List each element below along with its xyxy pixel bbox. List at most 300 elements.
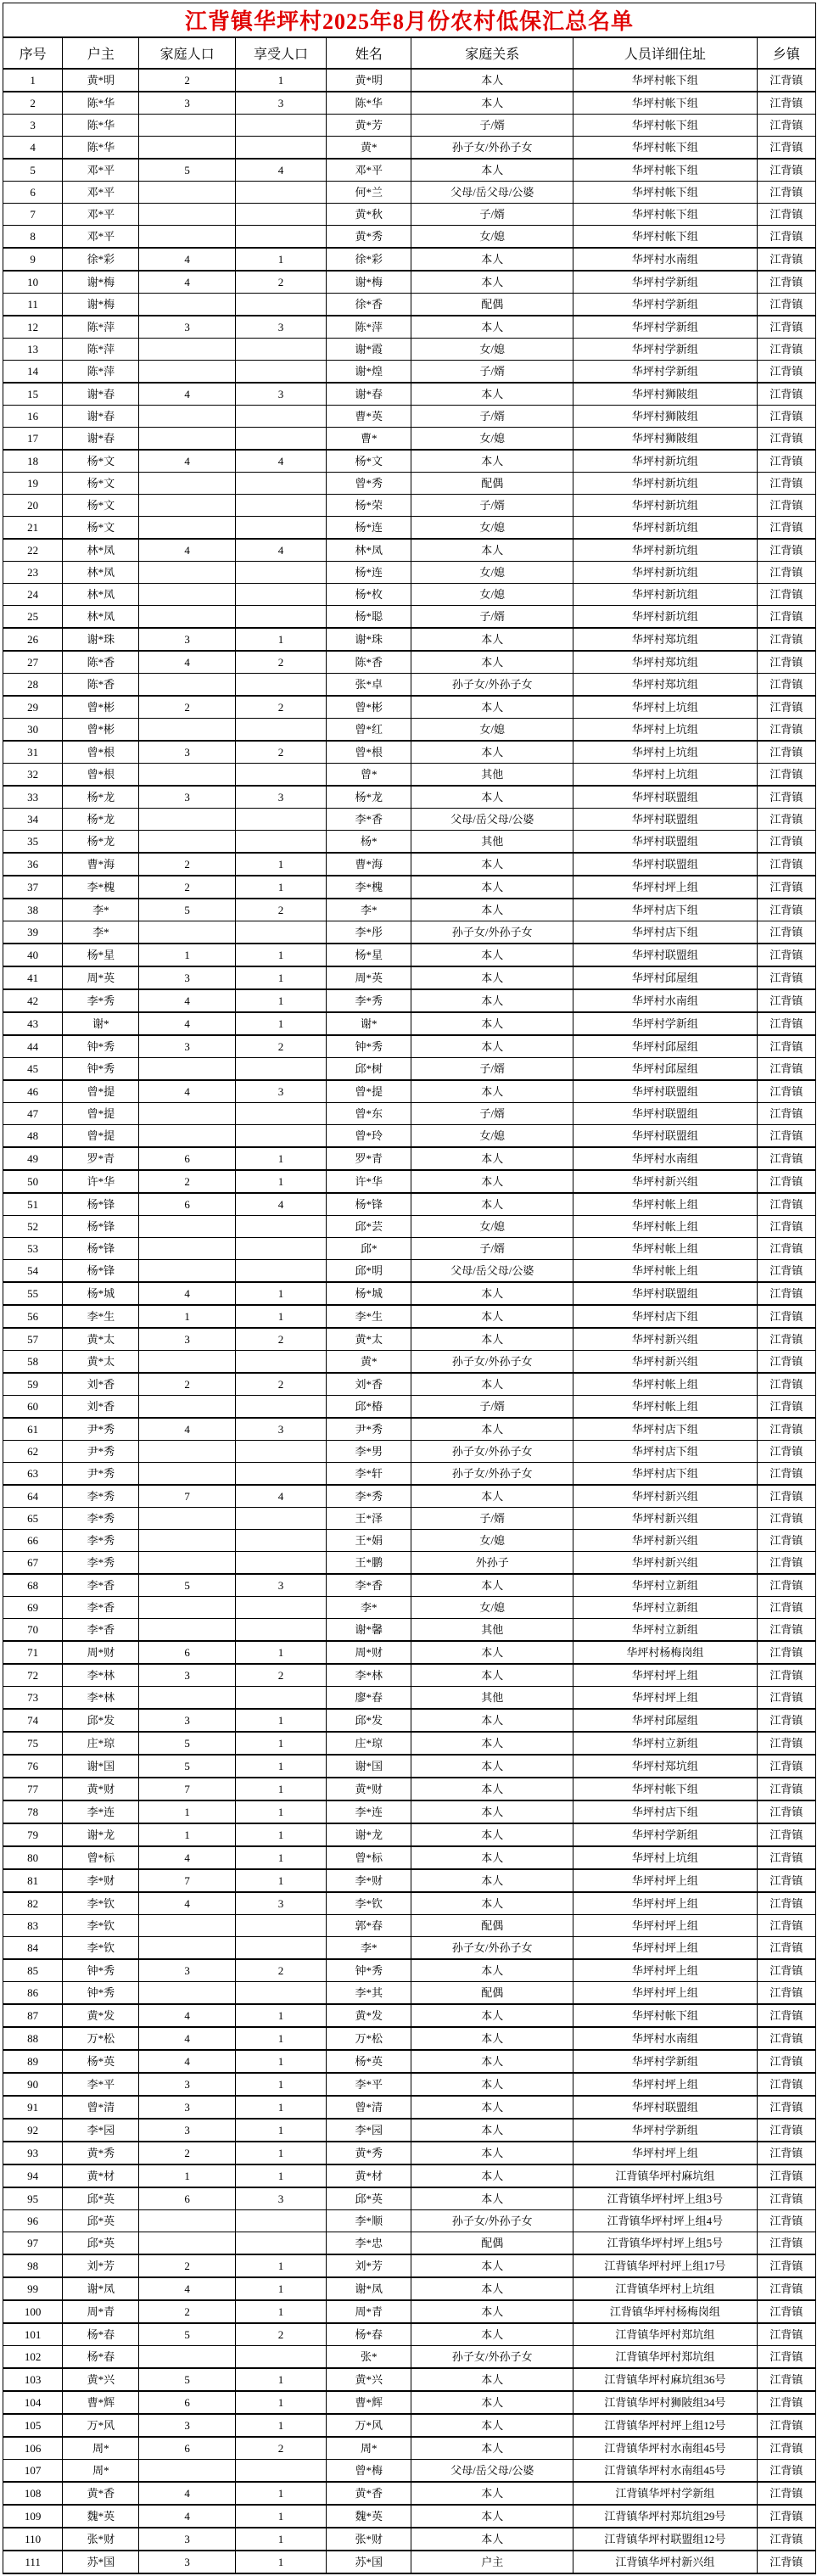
cell-township: 江背镇 [757,741,815,764]
cell-benefit-count: 3 [235,1574,326,1597]
cell-township: 江背镇 [757,2551,815,2573]
cell-member-name: 黄*财 [327,1778,411,1800]
cell-township: 江背镇 [757,383,815,406]
cell-township: 江背镇 [757,339,815,361]
cell-member-name: 杨*龙 [327,786,411,809]
cell-household-head: 李*秀 [63,1530,139,1552]
cell-address: 华坪村学新组 [573,2119,758,2142]
cell-seq: 104 [3,2391,63,2414]
cell-member-name: 谢*煌 [327,361,411,384]
cell-household-head: 林*凤 [63,562,139,584]
cell-family-count [139,473,235,495]
cell-seq: 71 [3,1641,63,1664]
table-row [3,989,816,1012]
cell-family-count [139,562,235,584]
cell-township: 江背镇 [757,831,815,854]
cell-address: 华坪村立新组 [573,1597,758,1619]
cell-household-head: 杨*春 [63,2323,139,2346]
table-row [3,1193,816,1216]
cell-relation: 本人 [411,2414,573,2437]
cell-township: 江背镇 [757,1328,815,1351]
cell-member-name: 邱*树 [327,1058,411,1081]
table-row [3,2027,816,2050]
cell-township: 江背镇 [757,1147,815,1170]
table-row [3,2142,816,2164]
cell-benefit-count: 1 [235,1641,326,1664]
table-row [3,1260,816,1283]
cell-relation: 孙子女/外孙子女 [411,2346,573,2369]
cell-family-count [139,1982,235,2005]
cell-seq: 59 [3,1373,63,1396]
table-row [3,361,816,384]
cell-member-name: 曾*清 [327,2096,411,2119]
cell-township: 江背镇 [757,696,815,719]
cell-township: 江背镇 [757,1418,815,1441]
cell-benefit-count: 1 [235,2551,326,2573]
cell-benefit-count [235,1552,326,1575]
cell-township: 江背镇 [757,1238,815,1260]
cell-relation: 本人 [411,1012,573,1035]
cell-member-name: 罗*青 [327,1147,411,1170]
cell-address: 华坪村坪上组 [573,1869,758,1892]
cell-relation: 户主 [411,2551,573,2573]
cell-seq: 106 [3,2437,63,2460]
cell-relation: 本人 [411,271,573,294]
cell-relation: 配偶 [411,473,573,495]
cell-address: 华坪村新兴组 [573,1170,758,1193]
cell-family-count [139,1058,235,1081]
cell-member-name: 谢* [327,1012,411,1035]
cell-relation: 本人 [411,1755,573,1778]
cell-household-head: 李*秀 [63,1485,139,1508]
table-row [3,1216,816,1238]
cell-address: 华坪村学新组 [573,1823,758,1846]
cell-benefit-count: 1 [235,2482,326,2505]
cell-household-head: 杨*锋 [63,1193,139,1216]
cell-seq: 14 [3,361,63,384]
cell-address: 华坪村新兴组 [573,1328,758,1351]
cell-seq: 18 [3,450,63,473]
cell-relation: 女/媳 [411,584,573,606]
cell-household-head: 李*钦 [63,1937,139,1960]
cell-household-head: 黄*太 [63,1328,139,1351]
cell-address: 华坪村店下组 [573,1418,758,1441]
cell-address: 华坪村联盟组 [573,1125,758,1148]
cell-member-name: 陈*香 [327,651,411,674]
cell-seq: 60 [3,1396,63,1419]
cell-seq: 100 [3,2300,63,2323]
table-row [3,2368,816,2391]
table-row [3,1080,816,1103]
cell-member-name: 黄*材 [327,2164,411,2187]
cell-member-name: 魏*英 [327,2505,411,2528]
cell-member-name: 黄*兴 [327,2368,411,2391]
cell-family-count: 4 [139,2482,235,2505]
cell-family-count: 5 [139,159,235,182]
table-row [3,719,816,742]
cell-member-name: 尹*秀 [327,1418,411,1441]
cell-township: 江背镇 [757,786,815,809]
cell-household-head: 陈*萍 [63,361,139,384]
cell-relation: 孙子女/外孙子女 [411,1937,573,1960]
cell-member-name: 张* [327,2346,411,2369]
cell-household-head: 谢*春 [63,406,139,428]
cell-relation: 本人 [411,2004,573,2027]
cell-benefit-count: 3 [235,383,326,406]
cell-seq: 88 [3,2027,63,2050]
cell-member-name: 万*松 [327,2027,411,2050]
cell-household-head: 曾*提 [63,1125,139,1148]
cell-seq: 4 [3,137,63,160]
cell-address: 华坪村新坑组 [573,562,758,584]
cell-family-count: 2 [139,2142,235,2164]
cell-household-head: 刘*香 [63,1373,139,1396]
column-header: 姓名 [327,37,411,69]
cell-family-count: 3 [139,2119,235,2142]
cell-benefit-count: 1 [235,853,326,876]
cell-township: 江背镇 [757,137,815,160]
cell-township: 江背镇 [757,159,815,182]
cell-member-name: 邱*明 [327,1260,411,1283]
cell-member-name: 李*轩 [327,1463,411,1486]
cell-benefit-count [235,137,326,160]
table-row [3,2254,816,2277]
cell-seq: 37 [3,876,63,899]
cell-benefit-count [235,1396,326,1419]
cell-relation: 本人 [411,876,573,899]
cell-household-head: 杨*文 [63,473,139,495]
cell-relation: 本人 [411,1328,573,1351]
table-row [3,786,816,809]
cell-benefit-count [235,1351,326,1374]
column-header: 乡镇 [757,37,815,69]
cell-township: 江背镇 [757,1012,815,1035]
cell-household-head: 邓*平 [63,204,139,226]
cell-benefit-count: 1 [235,2505,326,2528]
cell-family-count [139,606,235,629]
cell-household-head: 曾*根 [63,741,139,764]
cell-benefit-count: 3 [235,1080,326,1103]
cell-household-head: 钟*秀 [63,1058,139,1081]
cell-family-count [139,1463,235,1486]
table-row [3,1641,816,1664]
cell-member-name: 曾*提 [327,1080,411,1103]
cell-family-count: 4 [139,651,235,674]
cell-address: 江背镇华坪村郑坑组29号 [573,2505,758,2528]
cell-seq: 46 [3,1080,63,1103]
cell-relation: 本人 [411,1035,573,1058]
cell-member-name: 周*英 [327,966,411,989]
cell-relation: 本人 [411,69,573,92]
cell-benefit-count: 1 [235,2414,326,2437]
cell-benefit-count: 1 [235,2300,326,2323]
cell-benefit-count [235,809,326,831]
cell-relation: 孙子女/外孙子女 [411,1351,573,1374]
cell-seq: 69 [3,1597,63,1619]
cell-relation: 本人 [411,1193,573,1216]
cell-member-name: 谢*珠 [327,628,411,651]
cell-family-count [139,1619,235,1642]
cell-township: 江背镇 [757,1485,815,1508]
header-row [3,37,816,69]
cell-township: 江背镇 [757,1305,815,1328]
table-row [3,92,816,115]
cell-member-name: 谢*凤 [327,2277,411,2300]
cell-township: 江背镇 [757,944,815,966]
cell-benefit-count [235,719,326,742]
cell-household-head: 陈*萍 [63,339,139,361]
cell-family-count: 2 [139,876,235,899]
cell-seq: 96 [3,2210,63,2232]
cell-address: 江背镇华坪村麻坑组 [573,2164,758,2187]
cell-family-count [139,584,235,606]
cell-address: 华坪村帐下组 [573,137,758,160]
cell-seq: 75 [3,1732,63,1755]
cell-seq: 36 [3,853,63,876]
cell-seq: 111 [3,2551,63,2573]
cell-address: 华坪村学新组 [573,1012,758,1035]
cell-family-count: 7 [139,1869,235,1892]
cell-relation: 本人 [411,1373,573,1396]
cell-seq: 82 [3,1892,63,1915]
cell-seq: 30 [3,719,63,742]
cell-seq: 58 [3,1351,63,1374]
cell-benefit-count [235,562,326,584]
cell-seq: 12 [3,316,63,339]
cell-relation: 本人 [411,2164,573,2187]
cell-benefit-count: 1 [235,2164,326,2187]
cell-family-count: 3 [139,1709,235,1732]
cell-benefit-count [235,517,326,540]
cell-family-count: 1 [139,1305,235,1328]
cell-benefit-count [235,495,326,517]
cell-family-count: 3 [139,966,235,989]
cell-household-head: 邱*英 [63,2210,139,2232]
cell-family-count: 5 [139,1732,235,1755]
cell-benefit-count: 1 [235,2391,326,2414]
cell-seq: 31 [3,741,63,764]
cell-township: 江背镇 [757,1396,815,1419]
cell-township: 江背镇 [757,1846,815,1869]
cell-member-name: 谢*梅 [327,271,411,294]
cell-benefit-count: 1 [235,1755,326,1778]
cell-member-name: 庄*琼 [327,1732,411,1755]
cell-address: 华坪村帐下组 [573,115,758,137]
cell-seq: 5 [3,159,63,182]
cell-family-count: 3 [139,628,235,651]
cell-household-head: 刘*香 [63,1396,139,1419]
cell-township: 江背镇 [757,2368,815,2391]
cell-township: 江背镇 [757,1216,815,1238]
cell-relation: 孙子女/外孙子女 [411,137,573,160]
cell-relation: 本人 [411,539,573,562]
cell-family-count: 4 [139,248,235,271]
cell-family-count [139,1508,235,1530]
cell-relation: 本人 [411,1080,573,1103]
cell-member-name: 杨*锋 [327,1193,411,1216]
cell-township: 江背镇 [757,2027,815,2050]
cell-household-head: 林*凤 [63,606,139,629]
cell-address: 江背镇华坪村坪上组4号 [573,2210,758,2232]
cell-family-count: 5 [139,2368,235,2391]
cell-township: 江背镇 [757,2254,815,2277]
cell-seq: 1 [3,69,63,92]
cell-benefit-count: 1 [235,1305,326,1328]
cell-household-head: 李* [63,921,139,944]
cell-seq: 21 [3,517,63,540]
cell-seq: 28 [3,674,63,697]
cell-relation: 本人 [411,1959,573,1982]
cell-township: 江背镇 [757,1103,815,1125]
cell-township: 江背镇 [757,271,815,294]
cell-household-head: 魏*英 [63,2505,139,2528]
cell-seq: 15 [3,383,63,406]
cell-benefit-count: 2 [235,1959,326,1982]
cell-address: 江背镇华坪村坪上组3号 [573,2187,758,2210]
cell-township: 江背镇 [757,562,815,584]
cell-member-name: 许*华 [327,1170,411,1193]
table-row [3,383,816,406]
cell-benefit-count [235,294,326,316]
table-row [3,1396,816,1419]
table-row [3,584,816,606]
cell-relation: 女/媳 [411,1597,573,1619]
cell-member-name: 苏*国 [327,2551,411,2573]
cell-seq: 76 [3,1755,63,1778]
table-row [3,1597,816,1619]
cell-household-head: 李* [63,899,139,921]
table-row [3,2210,816,2232]
cell-family-count: 4 [139,1418,235,1441]
cell-seq: 9 [3,248,63,271]
cell-household-head: 李*财 [63,1869,139,1892]
cell-member-name: 谢*春 [327,383,411,406]
table-row [3,1778,816,1800]
cell-benefit-count: 3 [235,786,326,809]
cell-seq: 66 [3,1530,63,1552]
cell-address: 华坪村坪上组 [573,2142,758,2164]
cell-benefit-count: 1 [235,2142,326,2164]
cell-relation: 本人 [411,2142,573,2164]
cell-seq: 91 [3,2096,63,2119]
cell-relation: 本人 [411,1147,573,1170]
cell-benefit-count: 2 [235,1664,326,1687]
cell-township: 江背镇 [757,473,815,495]
table-row [3,1351,816,1374]
cell-seq: 43 [3,1012,63,1035]
cell-family-count: 5 [139,2323,235,2346]
cell-relation: 孙子女/外孙子女 [411,1441,573,1463]
cell-relation: 女/媳 [411,339,573,361]
cell-benefit-count [235,204,326,226]
cell-township: 江背镇 [757,966,815,989]
cell-seq: 72 [3,1664,63,1687]
cell-address: 华坪村联盟组 [573,809,758,831]
page-title: 江背镇华坪村2025年8月份农村低保汇总名单 [3,3,816,38]
cell-township: 江背镇 [757,2482,815,2505]
cell-family-count: 6 [139,2187,235,2210]
cell-township: 江背镇 [757,204,815,226]
table-row [3,1915,816,1937]
cell-township: 江背镇 [757,1351,815,1374]
cell-member-name: 杨* [327,831,411,854]
cell-family-count: 3 [139,2528,235,2551]
table-row [3,1305,816,1328]
cell-township: 江背镇 [757,2277,815,2300]
cell-member-name: 李*忠 [327,2232,411,2255]
cell-benefit-count [235,361,326,384]
cell-seq: 84 [3,1937,63,1960]
table-row [3,271,816,294]
cell-township: 江背镇 [757,1170,815,1193]
cell-seq: 61 [3,1418,63,1441]
cell-family-count [139,764,235,787]
cell-household-head: 钟*秀 [63,1959,139,1982]
table-row [3,2096,816,2119]
table-row [3,495,816,517]
cell-address: 华坪村学新组 [573,294,758,316]
cell-family-count [139,294,235,316]
cell-township: 江背镇 [757,294,815,316]
table-row [3,1732,816,1755]
cell-township: 江背镇 [757,674,815,697]
table-body [3,69,816,2573]
cell-family-count: 1 [139,1800,235,1823]
cell-seq: 80 [3,1846,63,1869]
cell-township: 江背镇 [757,406,815,428]
table-row [3,741,816,764]
cell-household-head: 陈*香 [63,674,139,697]
cell-member-name: 杨*荣 [327,495,411,517]
cell-member-name: 杨*文 [327,450,411,473]
cell-seq: 65 [3,1508,63,1530]
cell-township: 江背镇 [757,1800,815,1823]
cell-household-head: 李*香 [63,1597,139,1619]
cell-member-name: 刘*香 [327,1373,411,1396]
cell-household-head: 万*松 [63,2027,139,2050]
table-row [3,562,816,584]
cell-township: 江背镇 [757,1823,815,1846]
cell-member-name: 李*连 [327,1800,411,1823]
cell-family-count [139,1530,235,1552]
table-row [3,1238,816,1260]
cell-relation: 子/婿 [411,1103,573,1125]
cell-address: 华坪村帐下组 [573,159,758,182]
cell-family-count [139,137,235,160]
cell-member-name: 何*兰 [327,182,411,204]
cell-benefit-count: 1 [235,966,326,989]
cell-relation: 子/婿 [411,361,573,384]
cell-member-name: 李*其 [327,1982,411,2005]
cell-township: 江背镇 [757,1869,815,1892]
cell-relation: 孙子女/外孙子女 [411,674,573,697]
cell-member-name: 曾*玲 [327,1125,411,1148]
cell-seq: 20 [3,495,63,517]
cell-relation: 本人 [411,1485,573,1508]
cell-household-head: 曾*提 [63,1103,139,1125]
cell-relation: 本人 [411,1892,573,1915]
cell-address: 华坪村新坑组 [573,495,758,517]
cell-seq: 107 [3,2460,63,2483]
cell-family-count [139,674,235,697]
cell-household-head: 李*园 [63,2119,139,2142]
cell-township: 江背镇 [757,92,815,115]
cell-member-name: 邱*芸 [327,1216,411,1238]
cell-relation: 子/婿 [411,1508,573,1530]
cell-address: 华坪村新坑组 [573,584,758,606]
cell-benefit-count: 1 [235,944,326,966]
cell-member-name: 李*顺 [327,2210,411,2232]
